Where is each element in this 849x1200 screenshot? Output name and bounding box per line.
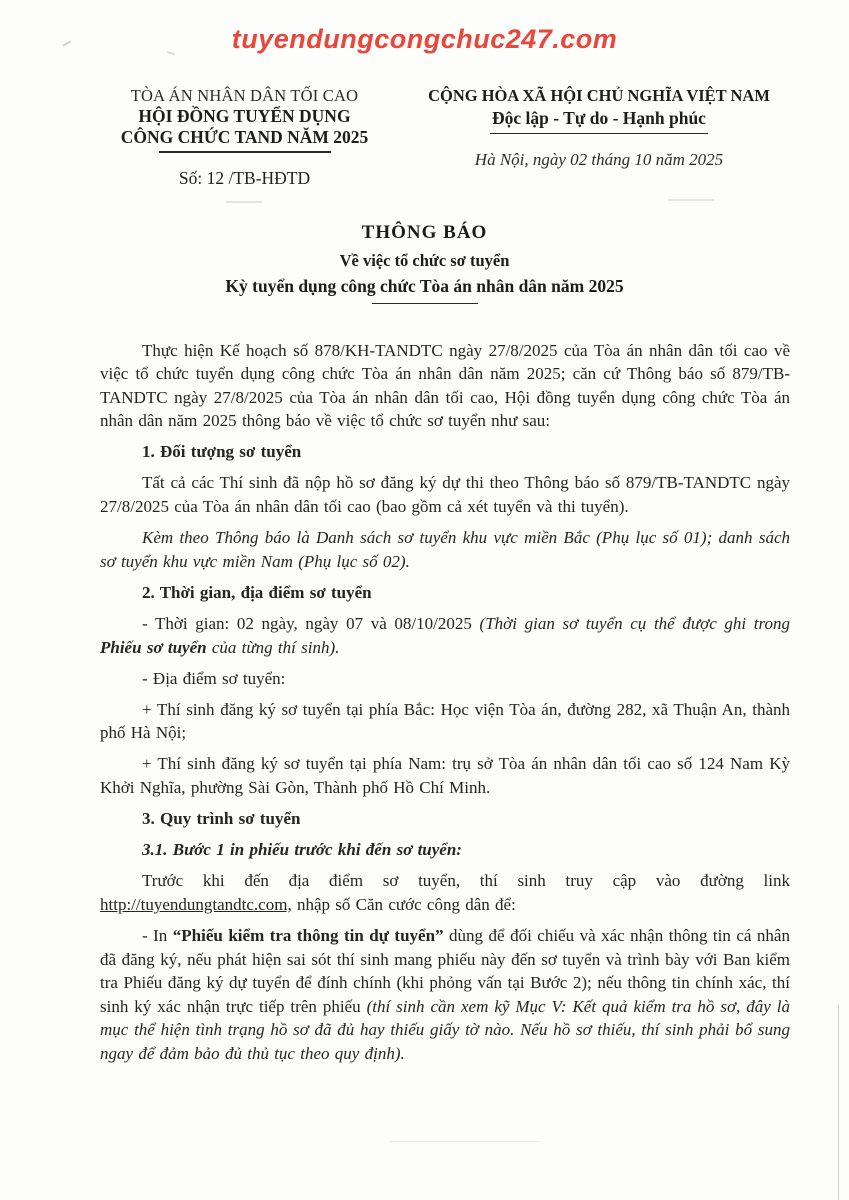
text-run: Kèm theo Thông báo là Danh sách sơ tuyển khu vực miền Bắc (Phụ lục số 01); danh sách sơ tuyển khu vực miền Nam (Phụ lục số 02). [100, 528, 790, 571]
scan-artifact-smudge [226, 201, 262, 203]
section-1-paragraph [100, 471, 790, 518]
document-number: Số: 12 /TB-HĐTD [178, 168, 311, 188]
document-link-url: http://tuyendungtandtc.com, [100, 894, 292, 914]
authority-year-line: CÔNG CHỨC TAND NĂM 2025 [120, 127, 369, 147]
document-subtitle-1: Về việc tổ chức sơ tuyển [339, 251, 510, 270]
header-left-underline [159, 151, 331, 153]
text-run: Thực hiện Kế hoạch số 878/KH-TANDTC ngày 27/8/2025 của Tòa án nhân dân tối cao về việc tổ chức tuyển dụng công chức Tòa án nhân dân năm 2025; căn cứ Thông báo số 879/TB-TANDTC ngày 27/8/2025 của Tòa án nhân dân tối cao, Hội đồng tuyển dụng công chức Tòa án nhân dân năm 2025 thông báo về việc tổ chức sơ tuyển như sau: [100, 340, 790, 431]
section-2-heading [100, 581, 790, 605]
place-and-date: Hà Nội, ngày 02 tháng 10 năm 2025 [474, 150, 724, 169]
text-run: - Thời gian: 02 ngày, ngày 07 và 08/10/2025 [142, 613, 480, 633]
text-run: (thí sinh cần xem kỹ Mục V: Kết quả kiểm tra hồ sơ, đây là mục thể hiện tình trạng hồ sơ đã đủ hay thiếu giấy tờ nào. Nếu hồ sơ thiếu, thí sinh phải bổ sung ngay để đảm bảo đủ thủ tục theo quy định). [100, 996, 791, 1063]
appendix-note-paragraph [100, 526, 790, 573]
text-run: (Thời gian sơ tuyển cụ thể được ghi trong [479, 613, 791, 633]
authority-parent-name: TÒA ÁN NHÂN DÂN TỐI CAO [130, 86, 359, 105]
document-subtitle-2: Kỳ tuyển dụng công chức Tòa án nhân dân năm 2025 [225, 276, 624, 296]
title-underline [372, 303, 478, 304]
link-instruction-paragraph [100, 869, 790, 916]
location-north-paragraph [100, 698, 790, 745]
text-run: dùng để đối chiếu và xác nhận thông tin cá nhân đã đăng ký, nếu phát hiện sai sót thí sinh mang phiếu này đến sơ tuyển và trình bày với Ban kiểm tra Phiếu đăng ký dự tuyển để đính chính (khi phỏng vấn tại Bước 2); nếu thông tin chính xác, thí sinh ký xác nhận trực tiếp trên phiếu [100, 925, 790, 1016]
text-run: “Phiếu kiểm tra thông tin dự tuyển” [172, 925, 444, 945]
text-run: 1. Đối tượng sơ tuyển [142, 442, 302, 462]
national-motto-block [397, 86, 801, 189]
scan-artifact-smudge [390, 1141, 540, 1142]
authority-council-name: HỘI ĐỒNG TUYỂN DỤNG [138, 106, 351, 126]
scan-artifact-smudge [668, 199, 714, 201]
document-body [100, 331, 790, 1073]
text-run: Trước khi đến địa điểm sơ tuyển, thí sinh truy cập vào đường link [142, 871, 790, 891]
watermark-site-url: tuyendungcongchuc247.com [231, 24, 618, 54]
national-motto: Độc lập - Tự do - Hạnh phúc [492, 108, 706, 128]
location-label-paragraph [100, 667, 790, 691]
document-title: THÔNG BÁO [361, 222, 488, 243]
section-1-heading [100, 440, 790, 464]
header-right-underline [490, 133, 708, 134]
intro-paragraph [100, 339, 790, 433]
text-run: 2. Thời gian, địa điểm sơ tuyển [142, 582, 372, 602]
document-title-block [0, 222, 849, 304]
text-run: - Địa điểm sơ tuyển: [142, 668, 286, 688]
text-run: + Thí sinh đăng ký sơ tuyển tại phía Nam: trụ sở Tòa án nhân dân tối cao số 124 Nam Kỳ Khởi Nghĩa, phường Sài Gòn, Thành phố Hồ Chí Minh. [100, 754, 790, 797]
location-south-paragraph [100, 752, 790, 799]
document-header [92, 86, 801, 189]
scan-artifact-edge-line [838, 1005, 839, 1200]
country-title: CỘNG HÒA XÃ HỘI CHỦ NGHĨA VIỆT NAM [428, 86, 770, 105]
text-run: 3. Quy trình sơ tuyển [142, 809, 301, 829]
time-paragraph [100, 612, 790, 659]
text-run: Phiếu sơ tuyển [100, 637, 207, 657]
section-3-1-heading [100, 838, 790, 862]
print-form-paragraph [100, 924, 790, 1066]
issuing-authority-block [92, 86, 397, 189]
text-run: của từng thí sinh). [206, 637, 340, 657]
text-run: + Thí sinh đăng ký sơ tuyển tại phía Bắc: Học viện Tòa án, đường 282, xã Thuận An, thành phố Hà Nội; [100, 699, 790, 743]
text-run: 3.1. Bước 1 in phiếu trước khi đến sơ tuyển: [142, 840, 462, 860]
section-3-heading [100, 807, 790, 831]
text-run: - In [142, 925, 173, 945]
text-run: nhập số Căn cước công dân để: [291, 894, 516, 914]
text-run: Tất cả các Thí sinh đã nộp hồ sơ đăng ký dự thi theo Thông báo số 879/TB-TANDTC ngày 27/8/2025 của Tòa án nhân dân tối cao (bao gồm cả xét tuyển và thi tuyển). [100, 473, 790, 517]
